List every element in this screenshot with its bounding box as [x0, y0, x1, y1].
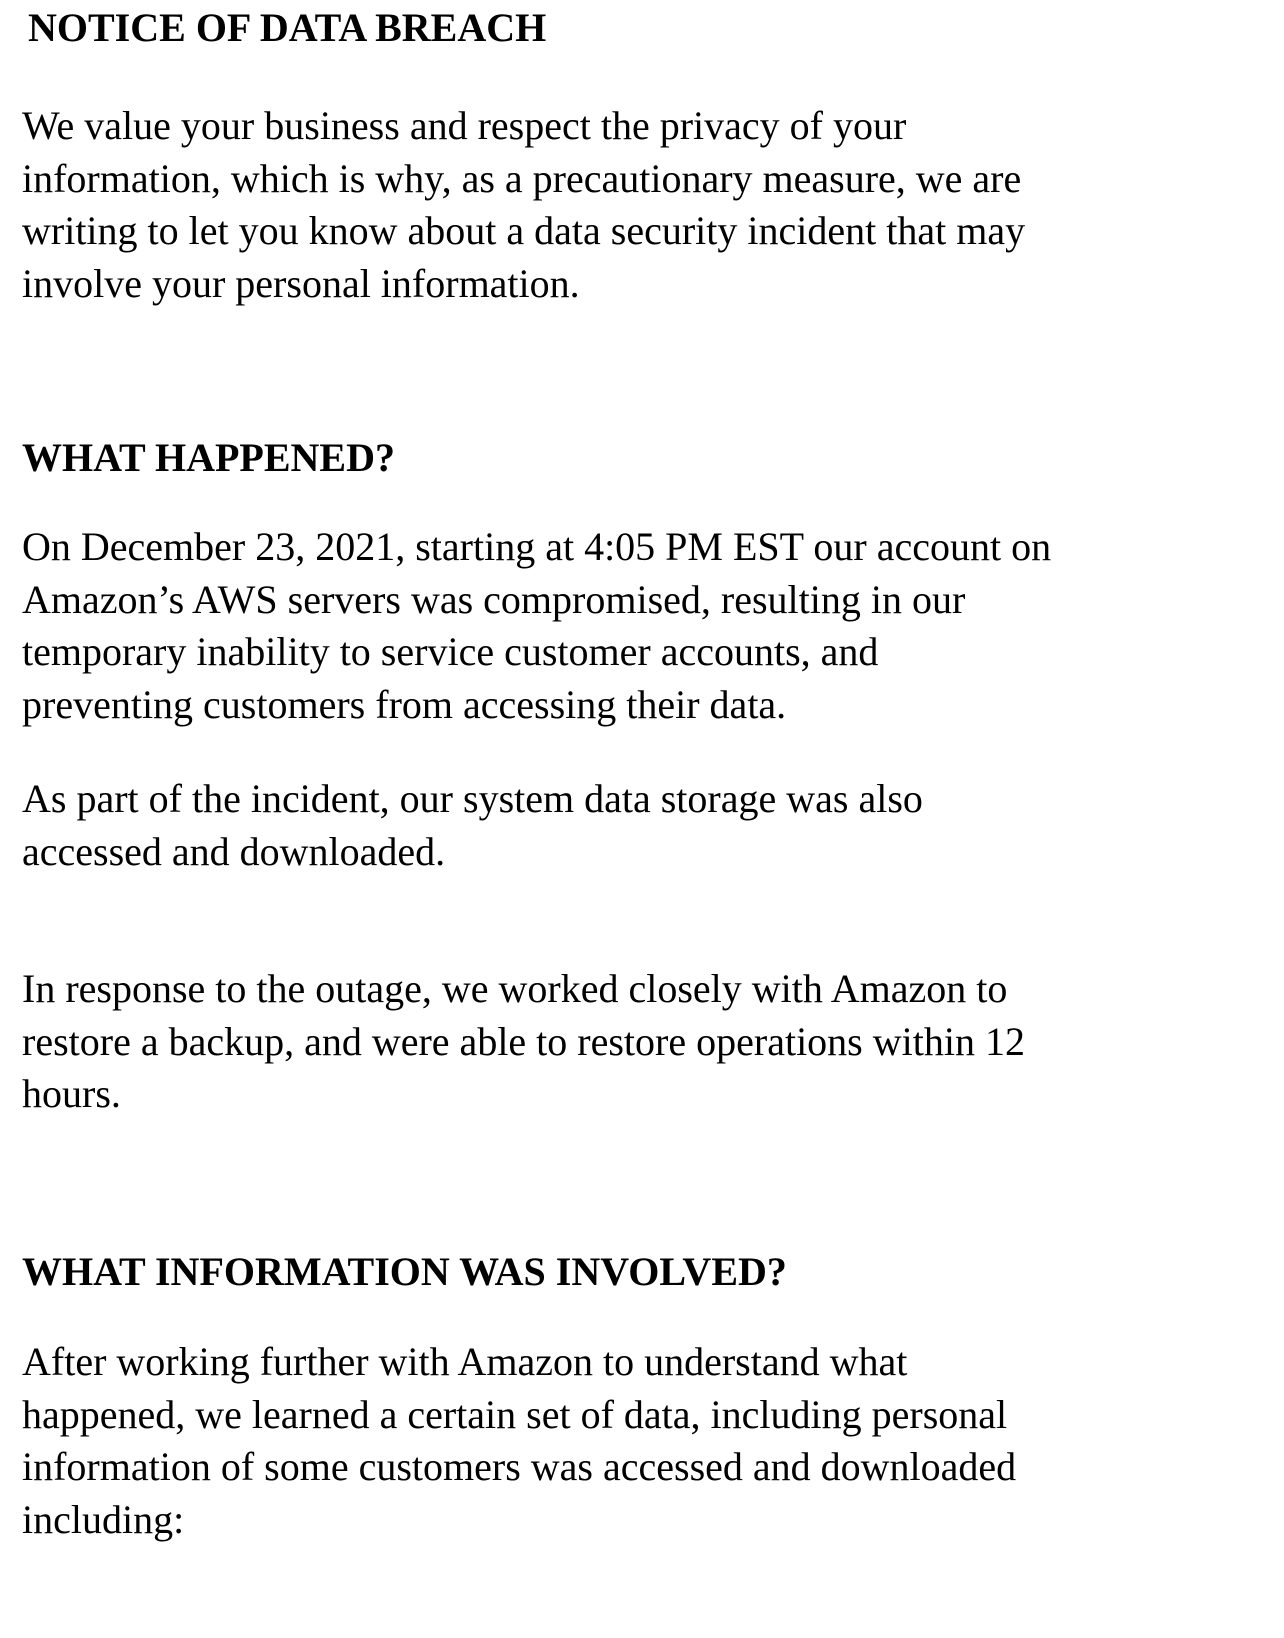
- what-happened-p3-line-3: hours.: [22, 1071, 121, 1116]
- what-information-heading: WHAT INFORMATION WAS INVOLVED?: [22, 1249, 787, 1294]
- intro-line-2: information, which is why, as a precautionary measure, we are: [22, 155, 1022, 201]
- notice-title: NOTICE OF DATA BREACH: [28, 5, 547, 50]
- what-happened-p2-line-2: accessed and downloaded.: [22, 828, 446, 874]
- what-happened-heading: WHAT HAPPENED?: [22, 435, 395, 480]
- what-happened-paragraph-1: [22, 521, 1051, 731]
- what-happened-paragraph-2: [22, 773, 923, 878]
- what-information-p1-line-4: including:: [22, 1496, 185, 1542]
- intro-line-4: involve your personal information.: [22, 260, 580, 306]
- what-happened-p1-line-3: temporary inability to service customer accounts, and: [22, 629, 879, 674]
- what-information-p1-line-1: After working further with Amazon to understand what: [22, 1339, 908, 1384]
- what-happened-p2-line-1: As part of the incident, our system data storage was also: [22, 776, 923, 821]
- what-happened-p3-line-2: restore a backup, and were able to restore operations within 12: [22, 1018, 1025, 1064]
- what-happened-p3-line-1: In response to the outage, we worked closely with Amazon to: [22, 966, 1008, 1011]
- intro-line-1: We value your business and respect the privacy of your: [22, 103, 907, 148]
- what-information-p1-line-3: information of some customers was accessed and downloaded: [22, 1444, 1017, 1489]
- what-information-paragraph-1: [22, 1336, 1016, 1546]
- what-information-p1-line-2: happened, we learned a certain set of data, including personal: [22, 1391, 1008, 1437]
- what-happened-paragraph-3: [22, 963, 1025, 1121]
- intro-line-3: writing to let you know about a data security incident that may: [22, 208, 1026, 253]
- what-happened-p1-line-2: Amazon’s AWS servers was compromised, resulting in our: [22, 576, 966, 622]
- intro-paragraph: [22, 100, 1025, 310]
- what-happened-p1-line-1: On December 23, 2021, starting at 4:05 PM EST our account on: [22, 524, 1052, 569]
- what-happened-p1-line-4: preventing customers from accessing their data.: [22, 681, 787, 727]
